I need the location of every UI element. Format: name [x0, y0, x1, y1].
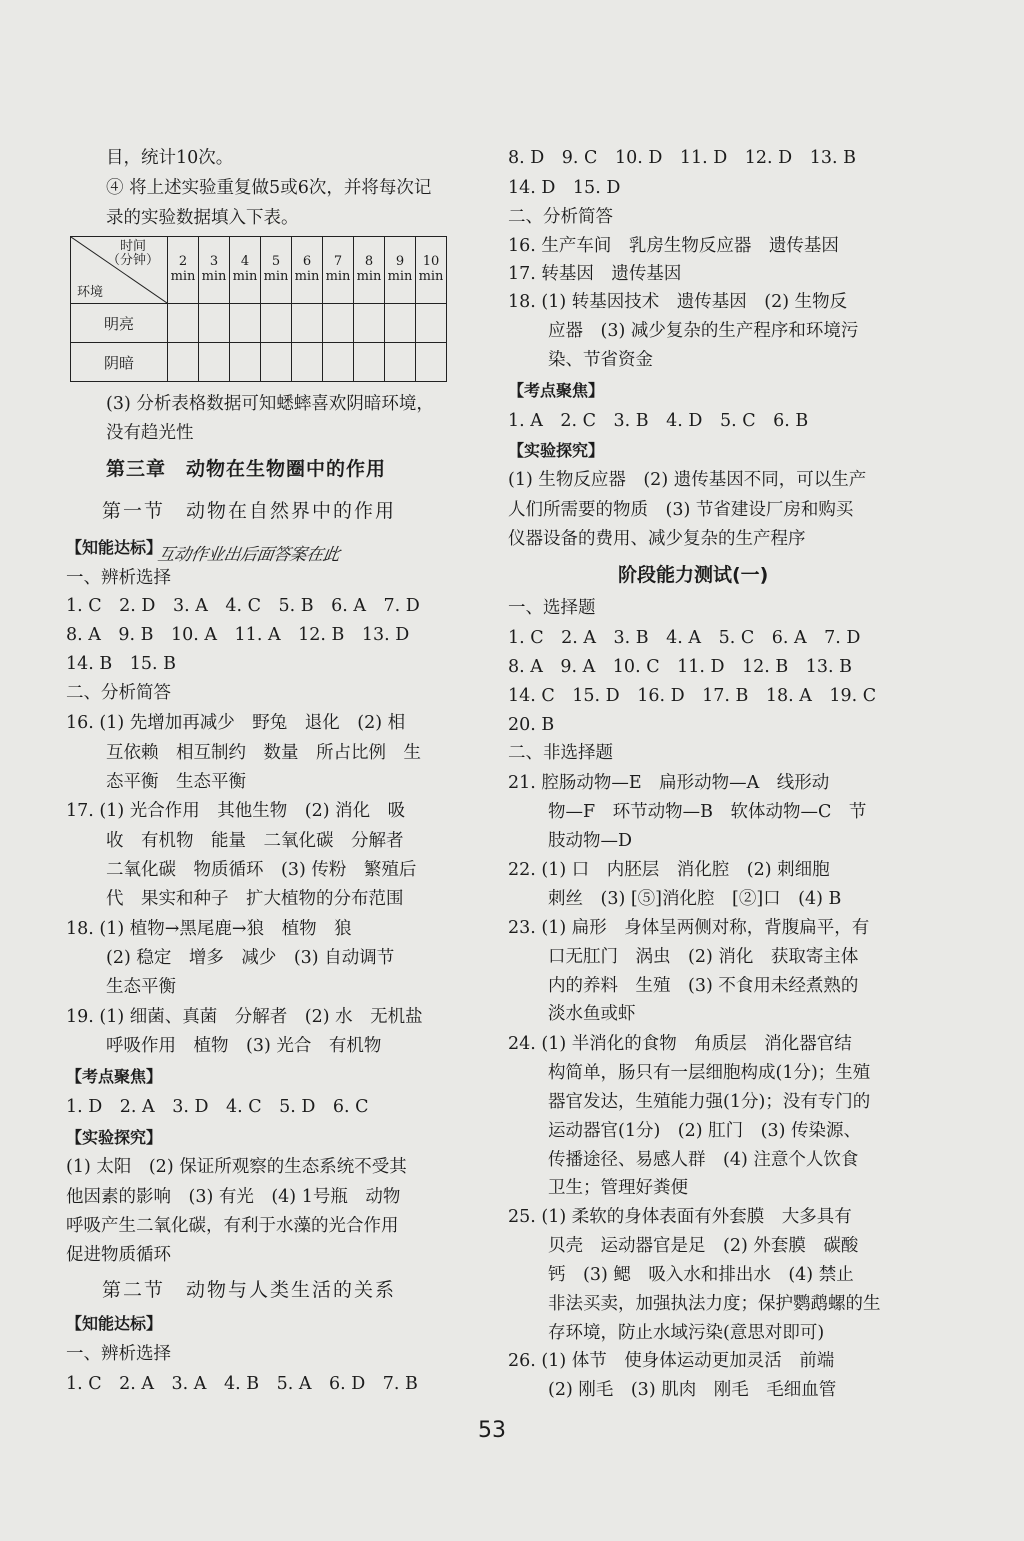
- answer-line: 8. A 9. B 10. A 11. A 12. B 13. D: [66, 625, 410, 645]
- part-heading: 二、非选择题: [508, 743, 613, 763]
- part-heading: 一、选择题: [508, 598, 596, 618]
- answer-line: 1. C 2. A 3. B 4. A 5. C 6. A 7. D: [508, 628, 861, 648]
- answer-line: 1. A 2. C 3. B 4. D 5. C 6. B: [508, 411, 809, 431]
- minute-value: 10: [422, 254, 440, 270]
- answer-line: 应器 (3) 减少复杂的生产程序和环境污: [548, 321, 859, 341]
- answer-line: 25. (1) 柔软的身体表面有外套膜 大多具有: [508, 1207, 852, 1227]
- row-label: 明亮: [71, 304, 168, 343]
- answer-line: 17. 转基因 遗传基因: [508, 264, 682, 284]
- answer-line: (2) 稳定 增多 减少 (3) 自动调节: [106, 948, 395, 968]
- answer-line: 钙 (3) 鳃 吸入水和排出水 (4) 禁止: [548, 1265, 854, 1285]
- minute-unit: min: [418, 269, 444, 284]
- minute-cell: [230, 237, 261, 304]
- answer-line: 贝壳 运动器官是足 (2) 外套膜 碳酸: [548, 1236, 859, 1256]
- answer-line: 传播途径、易感人群 (4) 注意个人饮食: [548, 1150, 859, 1170]
- answer-line: (1) 生物反应器 (2) 遗传基因不同，可以生产: [508, 470, 867, 490]
- answer-line: (1) 太阳 (2) 保证所观察的生态系统不受其: [66, 1157, 407, 1177]
- minute-cell: [385, 237, 416, 304]
- data-cell: [261, 304, 292, 343]
- answer-line: 8. D 9. C 10. D 11. D 12. D 13. B: [508, 148, 856, 168]
- data-cell: [416, 304, 447, 343]
- answer-line: 代 果实和种子 扩大植物的分布范围: [106, 889, 404, 909]
- answer-line: (2) 刚毛 (3) 肌肉 刚毛 毛细血管: [548, 1380, 837, 1400]
- data-cell: [199, 343, 230, 382]
- answer-line: 16. (1) 先增加再减少 野兔 退化 (2) 相: [66, 713, 406, 733]
- answer-line: 态平衡 生态平衡: [106, 772, 246, 792]
- answer-line: 23. (1) 扁形 身体呈两侧对称，背腹扁平，有: [508, 918, 870, 938]
- answer-line: 14. C 15. D 16. D 17. B 18. A 19. C: [508, 686, 877, 706]
- data-cell: [416, 343, 447, 382]
- minute-value: 4: [240, 254, 250, 270]
- answer-line: 他因素的影响 (3) 有光 (4) 1号瓶 动物: [66, 1187, 401, 1207]
- text-line: 目，统计10次。: [106, 148, 234, 168]
- answer-line: 淡水鱼或虾: [548, 1004, 636, 1024]
- answer-line: 1. C 2. D 3. A 4. C 5. B 6. A 7. D: [66, 596, 420, 616]
- section-tag: 【实验探究】: [66, 1128, 163, 1147]
- answer-line: 14. B 15. B: [66, 654, 177, 674]
- section-title: 第一节 动物在自然界中的作用: [102, 500, 397, 522]
- answer-line: 14. D 15. D: [508, 178, 621, 198]
- answer-line: 内的养料 生殖 (3) 不食用未经煮熟的: [548, 976, 859, 996]
- answer-line: 非法买卖，加强执法力度；保护鹦鹉螺的生: [548, 1294, 881, 1314]
- minute-unit: min: [263, 269, 289, 284]
- minute-cell: [292, 237, 323, 304]
- answer-line: 18. (1) 植物→黑尾鹿→狼 植物 狼: [66, 919, 352, 939]
- minute-cell: [323, 237, 354, 304]
- table-corner-header: [71, 237, 168, 304]
- minute-value: 7: [333, 254, 343, 270]
- answer-line: 促进物质循环: [66, 1245, 171, 1265]
- row-label: 阴暗: [71, 343, 168, 382]
- minute-value: 6: [302, 254, 312, 270]
- answer-line: 26. (1) 体节 使身体运动更加灵活 前端: [508, 1351, 835, 1371]
- minute-value: 2: [178, 254, 188, 270]
- data-cell: [323, 304, 354, 343]
- data-cell: [385, 343, 416, 382]
- minute-unit: min: [170, 269, 196, 284]
- answer-line: 器官发达，生殖能力强(1分)；没有专门的: [548, 1092, 871, 1112]
- data-cell: [323, 343, 354, 382]
- data-cell: [354, 343, 385, 382]
- answer-line: 1. C 2. A 3. A 4. B 5. A 6. D 7. B: [66, 1374, 418, 1394]
- answer-line: 20. B: [508, 715, 555, 735]
- data-cell: [230, 343, 261, 382]
- answer-line: 收 有机物 能量 二氧化碳 分解者: [106, 831, 404, 851]
- minute-cell: [416, 237, 447, 304]
- experiment-table: [70, 236, 447, 382]
- answer-line: 24. (1) 半消化的食物 角质层 消化器官结: [508, 1034, 852, 1054]
- minute-cell: [168, 237, 199, 304]
- answer-line: 口无肛门 涡虫 (2) 消化 获取寄主体: [548, 947, 859, 967]
- data-cell: [385, 304, 416, 343]
- part-heading: 二、分析简答: [66, 683, 171, 703]
- minute-value: 3: [209, 254, 219, 270]
- text-line: ④ 将上述实验重复做5或6次，并将每次记: [106, 178, 432, 198]
- part-heading: 二、分析简答: [508, 207, 613, 227]
- minute-unit: min: [232, 269, 258, 284]
- answer-line: 染、节省资金: [548, 350, 653, 370]
- answer-line: 刺丝 (3) [⑤]消化腔 [②]口 (4) B: [548, 889, 842, 909]
- text-line: 录的实验数据填入下表。: [106, 208, 299, 228]
- part-heading: 一、辨析选择: [66, 568, 171, 588]
- text-line: (3) 分析表格数据可知蟋蟀喜欢阴暗环境，: [106, 394, 434, 414]
- minute-cell: [199, 237, 230, 304]
- answer-line: 人们所需要的物质 (3) 节省建设厂房和购买: [508, 500, 854, 520]
- section-tag: 【知能达标】: [66, 1314, 163, 1333]
- part-heading: 一、辨析选择: [66, 1344, 171, 1364]
- answer-line: 肢动物—D: [548, 831, 633, 851]
- data-cell: [199, 304, 230, 343]
- answer-line: 呼吸作用 植物 (3) 光合 有机物: [106, 1036, 382, 1056]
- data-cell: [354, 304, 385, 343]
- answer-line: 22. (1) 口 内胚层 消化腔 (2) 刺细胞: [508, 860, 830, 880]
- chapter-title: 第三章 动物在生物圈中的作用: [106, 458, 387, 480]
- answer-line: 17. (1) 光合作用 其他生物 (2) 消化 吸: [66, 801, 406, 821]
- answer-line: 16. 生产车间 乳房生物反应器 遗传基因: [508, 236, 839, 256]
- section-tag: 【知能达标】: [66, 538, 163, 557]
- answer-line: 19. (1) 细菌、真菌 分解者 (2) 水 无机盐: [66, 1007, 423, 1027]
- answer-line: 存环境，防止水域污染(意思对即可): [548, 1323, 825, 1343]
- answer-line: 18. (1) 转基因技术 遗传基因 (2) 生物反: [508, 292, 848, 312]
- answer-line: 互依赖 相互制约 数量 所占比例 生: [106, 743, 421, 763]
- section-title: 第二节 动物与人类生活的关系: [102, 1279, 397, 1301]
- answer-line: 卫生；管理好粪便: [548, 1178, 688, 1198]
- answer-line: 构简单，肠只有一层细胞构成(1分)；生殖: [548, 1063, 871, 1083]
- data-cell: [292, 304, 323, 343]
- minute-unit: min: [325, 269, 351, 284]
- minute-unit: min: [294, 269, 320, 284]
- data-cell: [261, 343, 292, 382]
- answer-line: 物—F 环节动物—B 软体动物—C 节: [548, 802, 867, 822]
- stage-test-title: 阶段能力测试(一): [618, 564, 769, 586]
- answer-line: 呼吸产生二氧化碳，有利于水藻的光合作用: [66, 1216, 399, 1236]
- answer-line: 8. A 9. A 10. C 11. D 12. B 13. B: [508, 657, 853, 677]
- page-number: 53: [478, 1418, 506, 1443]
- minute-cell: [354, 237, 385, 304]
- time-header: 时间 （分钟）: [106, 239, 159, 268]
- minute-cell: [261, 237, 292, 304]
- answer-line: 21. 腔肠动物—E 扁形动物—A 线形动: [508, 773, 830, 793]
- answer-line: 仪器设备的费用、减少复杂的生产程序: [508, 529, 806, 549]
- minute-value: 5: [271, 254, 281, 270]
- data-cell: [168, 304, 199, 343]
- data-cell: [292, 343, 323, 382]
- data-cell: [168, 343, 199, 382]
- section-tag: 【考点聚焦】: [66, 1067, 163, 1086]
- env-header: 环境: [77, 285, 104, 300]
- data-cell: [230, 304, 261, 343]
- minute-unit: min: [356, 269, 382, 284]
- answer-line: 二氧化碳 物质循环 (3) 传粉 繁殖后: [106, 860, 417, 880]
- minute-unit: min: [201, 269, 227, 284]
- section-tag: 【实验探究】: [508, 441, 605, 460]
- minute-value: 9: [395, 254, 405, 270]
- text-line: 没有趋光性: [106, 423, 194, 443]
- answer-line: 运动器官(1分) (2) 肛门 (3) 传染源、: [548, 1121, 861, 1141]
- minute-value: 8: [364, 254, 374, 270]
- section-tag: 【考点聚焦】: [508, 381, 605, 400]
- answer-line: 1. D 2. A 3. D 4. C 5. D 6. C: [66, 1097, 369, 1117]
- minute-unit: min: [387, 269, 413, 284]
- handwritten-note: 互动作业出后面答案在此: [156, 545, 341, 565]
- answer-line: 生态平衡: [106, 977, 176, 997]
